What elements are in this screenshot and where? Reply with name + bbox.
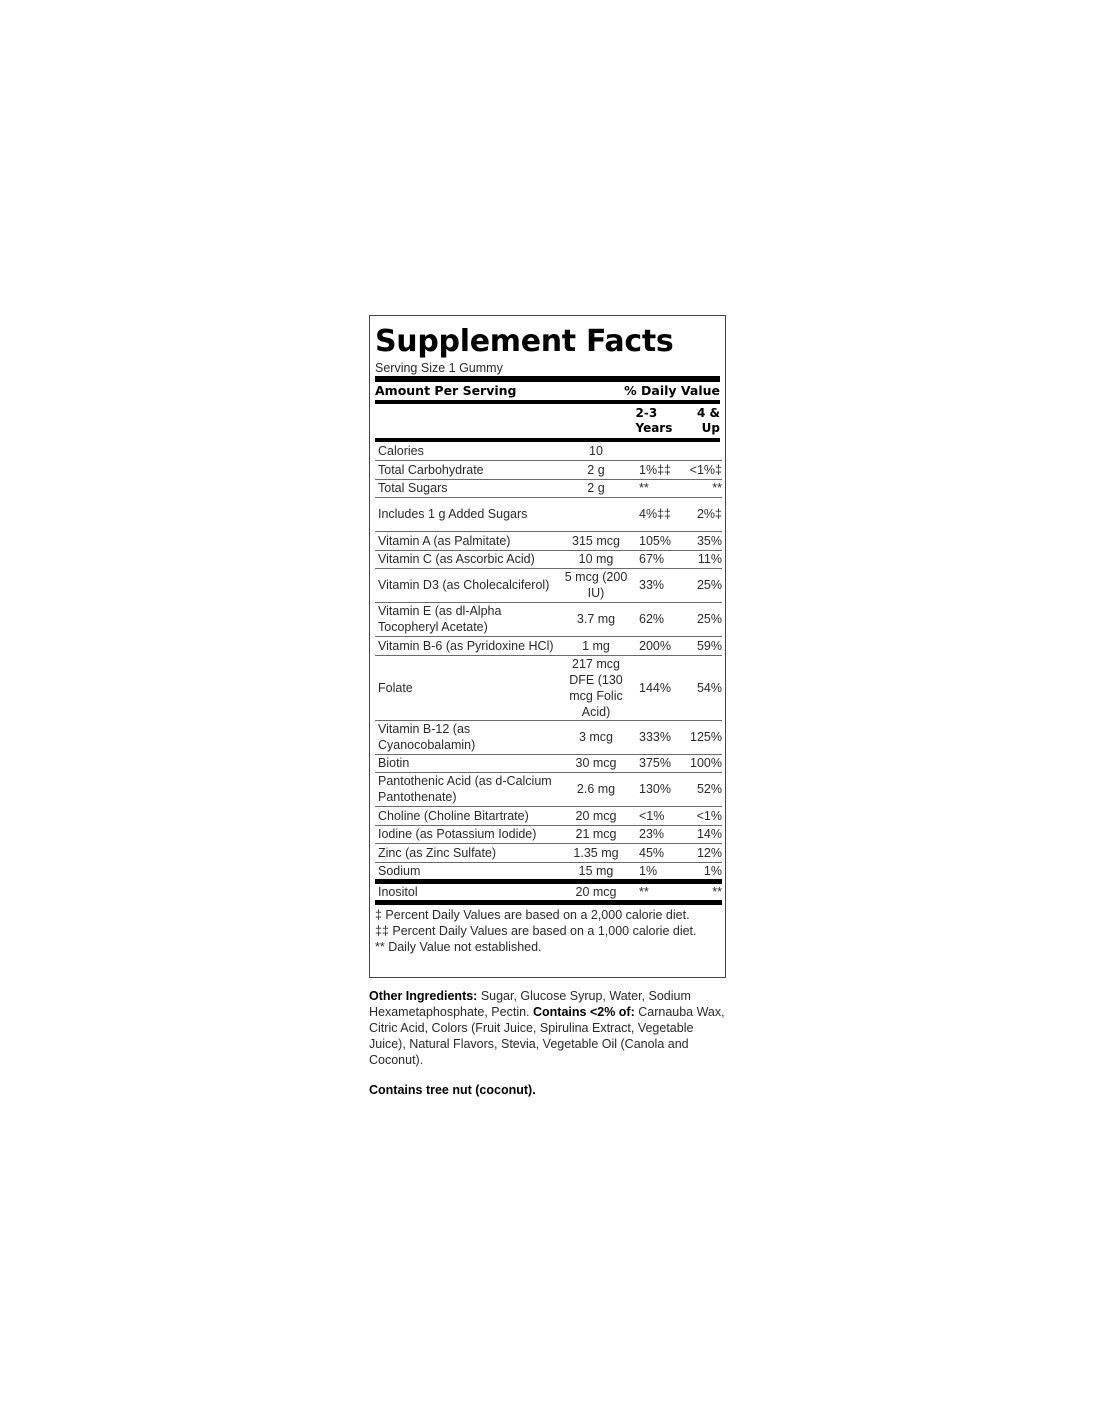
- daily-value-adult: 54%: [696, 680, 722, 695]
- nutrient-name: Biotin: [378, 756, 410, 770]
- daily-value-kids: 1%‡‡: [639, 462, 671, 477]
- table-row: [375, 602, 722, 636]
- table-row: [375, 843, 722, 862]
- daily-value-adult: 12%: [696, 845, 722, 860]
- daily-value-kids: 144%: [639, 680, 671, 695]
- nutrient-amount: 1 mg: [582, 638, 610, 653]
- other-ingredients: Other Ingredients: Sugar, Glucose Syrup, Water, Sodium Hexametaphosphate, Pectin. Contains <2% of: Carnauba Wax, Citric Acid, Colors (Fruit Juice, Spirulina Extract, Vegetable Juice), Natural Flavors, Stevia, Vegetable Oil (Canola and Coconut).: [369, 989, 725, 1067]
- table-row: [375, 754, 722, 772]
- daily-value-adult: <1%‡: [689, 462, 722, 477]
- daily-value-kids: 375%: [639, 756, 671, 770]
- table-row: [375, 881, 722, 902]
- daily-value-adult: 25%: [696, 612, 722, 626]
- daily-value-kids: 333%: [639, 730, 671, 744]
- footnotes: [375, 905, 720, 955]
- table-row: [375, 442, 722, 460]
- nutrient-amount: 217 mcg DFE (130 mcg Folic Acid): [569, 656, 623, 719]
- table-row: [375, 825, 722, 843]
- nutrient-amount: [561, 497, 631, 531]
- daily-value-kids: [631, 442, 681, 460]
- daily-value-kids: <1%: [639, 808, 665, 823]
- nutrient-name: Iodine (as Potassium Iodide): [378, 827, 537, 841]
- daily-value-adult: 14%: [696, 827, 722, 841]
- nutrient-name: Includes 1 g Added Sugars: [378, 507, 528, 521]
- daily-value-kids: 33%: [639, 578, 665, 592]
- daily-value-adult: 35%: [696, 533, 722, 548]
- nutrient-name: Total Carbohydrate: [378, 462, 484, 477]
- daily-value-adult: 11%: [697, 552, 722, 566]
- daily-value-kids: 105%: [639, 533, 671, 548]
- adult-column-header: 4 & Up: [697, 406, 720, 435]
- daily-value-kids: **: [639, 481, 649, 495]
- nutrient-name: Vitamin E (as dl-Alpha Tocopheryl Acetate): [378, 604, 502, 634]
- table-row: [375, 772, 722, 806]
- daily-value-label: % Daily Value: [624, 383, 720, 398]
- table-row: [375, 636, 722, 655]
- nutrient-amount: 30 mcg: [575, 756, 617, 770]
- daily-value-adult: [681, 442, 722, 460]
- nutrient-amount: 2 g: [587, 462, 605, 477]
- table-row: [375, 550, 722, 568]
- daily-value-kids: 4%‡‡: [639, 507, 671, 521]
- kids-column-header: 2-3 Years: [635, 406, 673, 435]
- nutrient-name: Vitamin B-6 (as Pyridoxine HCl): [378, 638, 554, 653]
- header-row: [375, 382, 720, 400]
- nutrient-amount: 5 mcg (200 IU): [564, 570, 628, 600]
- nutrient-amount: 1.35 mg: [573, 845, 619, 860]
- daily-value-adult: **: [712, 481, 722, 495]
- nutrient-amount: 315 mcg: [572, 533, 620, 548]
- daily-value-adult: 2%‡: [696, 507, 722, 521]
- nutrient-name: Inositol: [378, 884, 418, 899]
- nutrient-name: Sodium: [378, 863, 421, 878]
- daily-value-adult: 52%: [696, 782, 722, 796]
- nutrient-amount: 10 mg: [578, 552, 614, 566]
- table-row: [375, 862, 722, 881]
- nutrient-amount: 10: [589, 443, 603, 458]
- nutrient-amount: 3 mcg: [578, 730, 614, 744]
- daily-value-adult: 100%: [690, 756, 722, 770]
- daily-value-kids: 45%: [639, 845, 665, 860]
- table-row: [375, 531, 722, 550]
- nutrient-name: Vitamin D3 (as Cholecalciferol): [378, 578, 550, 592]
- table-row: [375, 479, 722, 497]
- nutrient-name: Calories: [378, 443, 424, 458]
- daily-value-kids: **: [639, 884, 649, 899]
- allergen-statement: Contains tree nut (coconut).: [369, 1083, 536, 1097]
- nutrient-name: Zinc (as Zinc Sulfate): [378, 845, 497, 860]
- daily-value-adult: 1%: [703, 863, 722, 878]
- daily-value-adult: 25%: [696, 578, 722, 592]
- daily-value-adult: <1%: [696, 808, 722, 823]
- nutrient-amount: 2 g: [587, 481, 605, 495]
- panel-title: Supplement Facts: [375, 324, 674, 359]
- nutrient-name: Choline (Choline Bitartrate): [378, 808, 529, 823]
- nutrient-amount: 15 mg: [578, 863, 614, 878]
- table-row: [375, 497, 722, 531]
- footnote-double-dagger: ‡‡ Percent Daily Values are based on a 1,000 calorie diet.: [375, 923, 697, 938]
- daily-value-kids: 200%: [639, 638, 671, 653]
- nutrient-amount: 20 mcg: [575, 884, 617, 899]
- table-row: [375, 720, 722, 754]
- facts-table: [375, 442, 722, 905]
- daily-value-kids: 130%: [639, 782, 671, 796]
- table-row: [375, 806, 722, 825]
- ingredients-section: [369, 988, 729, 1098]
- daily-value-kids: 1%: [639, 863, 658, 878]
- daily-value-kids: 62%: [639, 612, 665, 626]
- nutrient-amount: 2.6 mg: [576, 782, 616, 796]
- column-headers: [375, 404, 720, 438]
- table-row: [375, 568, 722, 602]
- amount-per-serving-label: Amount Per Serving: [375, 383, 517, 398]
- serving-size: Serving Size 1 Gummy: [375, 361, 503, 375]
- nutrient-amount: 3.7 mg: [576, 612, 616, 626]
- daily-value-kids: 23%: [639, 827, 665, 841]
- nutrient-name: Vitamin B-12 (as Cyanocobalamin): [378, 722, 476, 752]
- table-row: [375, 460, 722, 479]
- nutrient-amount: 21 mcg: [575, 827, 617, 841]
- nutrient-name: Pantothenic Acid (as d-Calcium Pantothenate): [378, 774, 552, 804]
- nutrient-name: Vitamin A (as Palmitate): [378, 533, 511, 548]
- daily-value-adult: **: [712, 884, 722, 899]
- supplement-facts-panel: [369, 315, 726, 978]
- table-row: [375, 655, 722, 720]
- nutrient-name: Vitamin C (as Ascorbic Acid): [378, 552, 535, 566]
- footnote-single-dagger: ‡ Percent Daily Values are based on a 2,000 calorie diet.: [375, 907, 690, 922]
- nutrient-name: Folate: [378, 680, 413, 695]
- nutrient-amount: 20 mcg: [575, 808, 617, 823]
- footnote-stars: ** Daily Value not established.: [375, 939, 542, 954]
- daily-value-adult: 59%: [696, 638, 722, 653]
- nutrient-name: Total Sugars: [378, 481, 448, 495]
- daily-value-kids: 67%: [639, 552, 665, 566]
- daily-value-adult: 125%: [690, 730, 722, 744]
